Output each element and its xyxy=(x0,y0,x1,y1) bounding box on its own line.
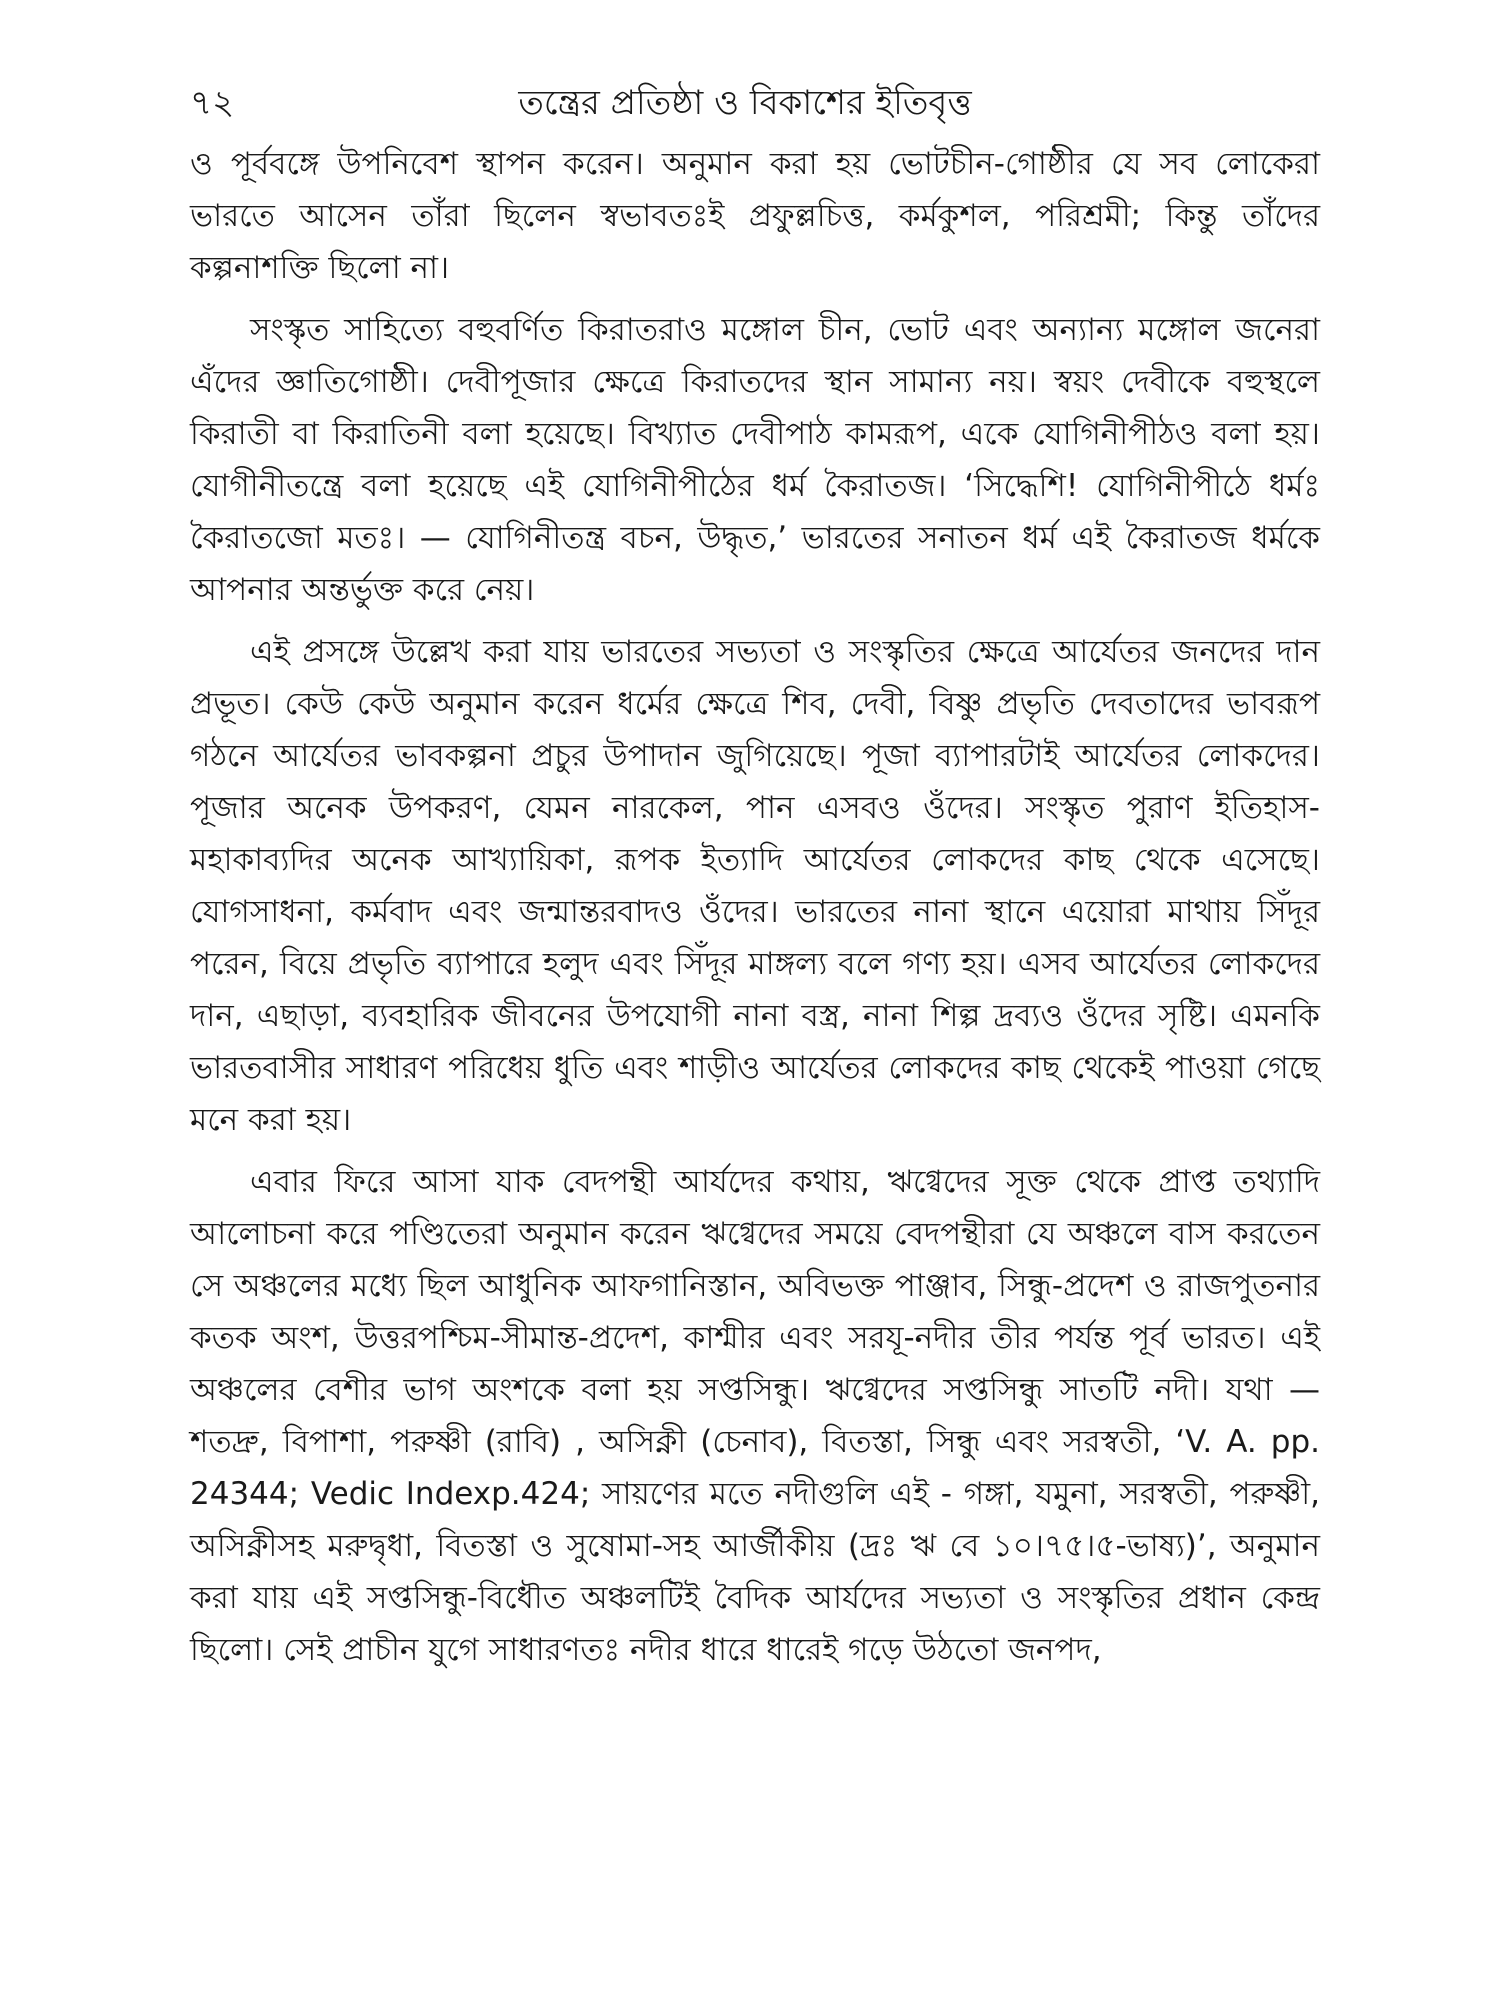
paragraph-2: সংস্কৃত সাহিত্যে বহুবর্ণিত কিরাতরাও মঙ্গোল চীন, ভোট এবং অন্যান্য মঙ্গোল জনেরা এঁদের জ্ঞাতিগোষ্ঠী। দেবীপূজার ক্ষেত্রে কিরাতদের স্থান সামান্য নয়। স্বয়ং দেবীকে বহুস্থলে কিরাতী বা কিরাতিনী বলা হয়েছে। বিখ্যাত দেবীপাঠ কামরূপ, একে যোগিনীপীঠও বলা হয়। যোগীনীতন্ত্রে বলা হয়েছে এই যোগিনীপীঠের ধর্ম কৈরাতজ। ‘সিদ্ধেশি! যোগিনীপীঠে ধর্মঃ কৈরাতজো মতঃ। — যোগিনীতন্ত্র বচন, উদ্ধৃত,’ ভারতের সনাতন ধর্ম এই কৈরাতজ ধর্মকে আপনার অন্তর্ভুক্ত করে নেয়। xyxy=(190,312,1320,608)
paragraph-4: এবার ফিরে আসা যাক বেদপন্থী আর্যদের কথায়, ঋগ্বেদের সূক্ত থেকে প্রাপ্ত তথ্যাদি আলোচনা করে পণ্ডিতেরা অনুমান করেন ঋগ্বেদের সময়ে বেদপন্থীরা যে অঞ্চলে বাস করতেন সে অঞ্চলের মধ্যে ছিল আধুনিক আফগানিস্তান, অবিভক্ত পাঞ্জাব, সিন্ধু-প্রদেশ ও রাজপুতনার কতক অংশ, উত্তরপশ্চিম-সীমান্ত-প্রদেশ, কাশ্মীর এবং সরযূ-নদীর তীর পর্যন্ত পূর্ব ভারত। এই অঞ্চলের বেশীর ভাগ অংশকে বলা হয় সপ্তসিন্ধু। ঋগ্বেদের সপ্তসিন্ধু সাতটি নদী। যথা — শতদ্রু, বিপাশা, পরুষ্ণী (রাবি) , অসিক্নী (চেনাব), বিতস্তা, সিন্ধু এবং সরস্বতী, ‘V. A. pp. 24344; Vedic Indexp.424; সায়ণের মতে নদীগুলি এই - গঙ্গা, যমুনা, সরস্বতী, পরুষ্ণী, অসিক্নীসহ মরুদ্বৃধা, বিতস্তা ও সুষোমা-সহ আর্জীকীয় (দ্রঃ ঋ বে ১০।৭৫।৫-ভাষ্য)’, অনুমান করা যায় এই সপ্তসিন্ধু-বিধৌত অঞ্চলটিই বৈদিক আর্যদের সভ্যতা ও সংস্কৃতির প্রধান কেন্দ্র ছিলো। সেই প্রাচীন যুগে সাধারণতঃ নদীর ধারে ধারেই গড়ে উঠতো জনপদ, xyxy=(190,1164,1320,1668)
running-title: তন্ত্রের প্রতিষ্ঠা ও বিকাশের ইতিবৃত্ত xyxy=(518,83,972,123)
paragraph-1: ও পূর্ববঙ্গে উপনিবেশ স্থাপন করেন। অনুমান করা হয় ভোটচীন-গোষ্ঠীর যে সব লোকেরা ভারতে আসেন তাঁরা ছিলেন স্বভাবতঃই প্রফুল্লচিত্ত, কর্মকুশল, পরিশ্রমী; কিন্তু তাঁদের কল্পনাশক্তি ছিলো না। xyxy=(190,146,1320,286)
body-text xyxy=(190,138,1320,1686)
paragraph-3: এই প্রসঙ্গে উল্লেখ করা যায় ভারতের সভ্যতা ও সংস্কৃতির ক্ষেত্রে আর্যেতর জনদের দান প্রভূত। কেউ কেউ অনুমান করেন ধর্মের ক্ষেত্রে শিব, দেবী, বিষ্ণু প্রভৃতি দেবতাদের ভাবরূপ গঠনে আর্যেতর ভাবকল্পনা প্রচুর উপাদান জুগিয়েছে। পূজা ব্যাপারটাই আর্যেতর লোকদের। পূজার অনেক উপকরণ, যেমন নারকেল, পান এসবও ওঁদের। সংস্কৃত পুরাণ ইতিহাস-মহাকাব্যদির অনেক আখ্যায়িকা, রূপক ইত্যাদি আর্যেতর লোকদের কাছ থেকে এসেছে। যোগসাধনা, কর্মবাদ এবং জন্মান্তরবাদও ওঁদের। ভারতের নানা স্থানে এয়োরা মাথায় সিঁদূর পরেন, বিয়ে প্রভৃতি ব্যাপারে হলুদ এবং সিঁদূর মাঙ্গল্য বলে গণ্য হয়। এসব আর্যেতর লোকদের দান, এছাড়া, ব্যবহারিক জীবনের উপযোগী নানা বস্ত্র, নানা শিল্প দ্রব্যও ওঁদের সৃষ্টি। এমনকি ভারতবাসীর সাধারণ পরিধেয় ধুতি এবং শাড়ীও আর্যেতর লোকদের কাছ থেকেই পাওয়া গেছে মনে করা হয়। xyxy=(190,634,1320,1138)
page-number: ৭২ xyxy=(190,83,235,123)
page-header xyxy=(190,78,1300,128)
